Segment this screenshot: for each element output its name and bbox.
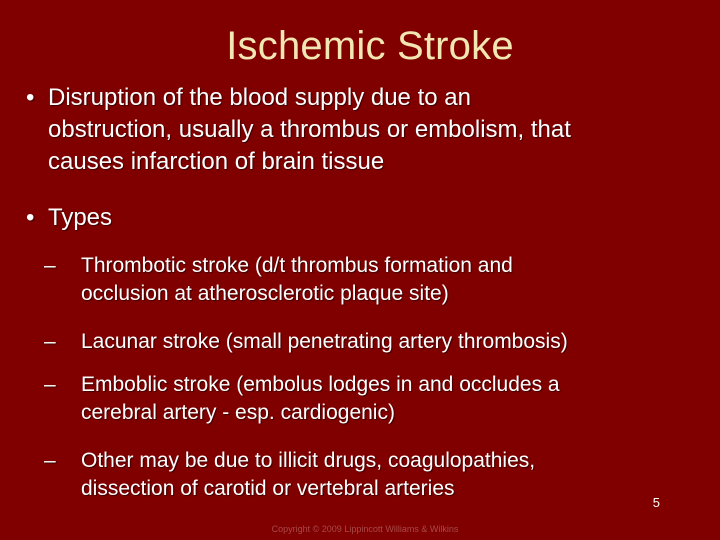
bullet-types [24,202,704,234]
subbullet-other [44,447,684,503]
subbullet-line: Thrombotic stroke (d/t thrombus formation and [81,254,513,277]
bullet-line: causes infarction of brain tissue [48,148,385,175]
subbullet-marker: – [44,449,56,472]
subbullet-line: dissection of carotid or vertebral arteries [81,477,455,500]
subbullet-line: cerebral artery - esp. cardiogenic) [81,401,395,424]
subbullet-line: Lacunar stroke (small penetrating artery thrombosis) [81,330,568,353]
copyright-footer: Copyright © 2009 Lippincott Williams & Wilkins [271,524,459,534]
bullet-line: Disruption of the blood supply due to an [48,84,471,111]
subbullet-embolic [44,371,684,427]
subbullet-thrombotic [44,252,684,308]
bullet-marker: • [26,204,35,231]
subbullet-marker: – [44,373,56,396]
subbullet-marker: – [44,330,56,353]
subbullet-line: occlusion at atherosclerotic plaque site) [81,282,449,305]
bullet-line: obstruction, usually a thrombus or embolism, that [48,116,571,143]
bullet-disruption [24,82,704,178]
bullet-marker: • [26,84,35,111]
slide-title: Ischemic Stroke [226,24,514,68]
page-number: 5 [652,495,660,510]
subbullet-line: Other may be due to illicit drugs, coagulopathies, [81,449,536,472]
subbullet-lacunar [44,328,684,356]
subbullet-line: Emboblic stroke (embolus lodges in and occludes a [81,373,560,396]
bullet-line: Types [48,204,113,231]
subbullet-marker: – [44,254,56,277]
